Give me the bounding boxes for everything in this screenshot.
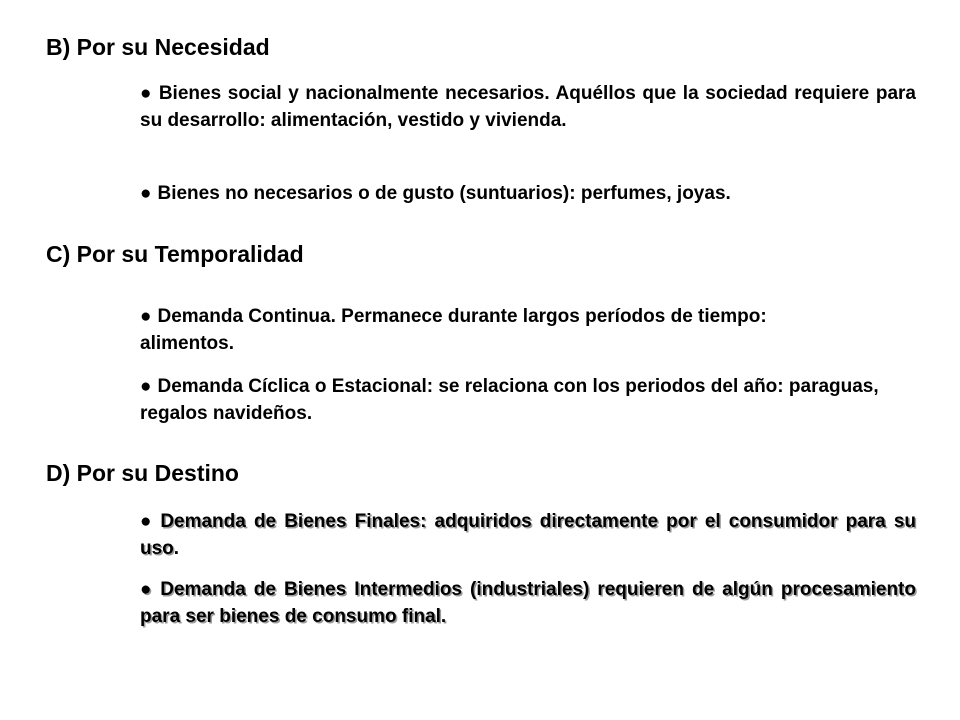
heading-temporalidad: C) Por su Temporalidad bbox=[46, 241, 304, 267]
item-text: Bienes no necesarios o de gusto (suntuarios): perfumes, joyas. bbox=[157, 183, 731, 204]
list-item-bienes-intermedios bbox=[140, 576, 916, 630]
heading-necesidad: B) Por su Necesidad bbox=[46, 34, 270, 60]
bullet-icon: ● bbox=[140, 306, 152, 327]
list-item-bienes-finales bbox=[140, 508, 916, 562]
item-text: Demanda Continua. Permanece durante largos períodos de tiempo: alimentos. bbox=[140, 306, 767, 354]
item-text: Bienes social y nacionalmente necesarios. Aquéllos que la sociedad requiere para su desarrollo: alimentación, vestido y vivienda. bbox=[140, 83, 916, 131]
bullet-icon: ● bbox=[140, 511, 155, 532]
item-text: Demanda de Bienes Finales: adquiridos directamente por el consumidor para su uso bbox=[140, 511, 917, 559]
bullet-icon: ● bbox=[140, 183, 152, 204]
list-item-demanda-continua bbox=[140, 303, 840, 357]
bullet-icon: ● bbox=[140, 376, 152, 397]
bullet-icon: ● bbox=[140, 83, 153, 104]
item-text: Demanda Cíclica o Estacional: se relaciona con los periodos del año: paraguas, regalos navideños. bbox=[140, 376, 879, 424]
item-suffix: . bbox=[173, 538, 180, 559]
list-item-demanda-ciclica bbox=[140, 373, 900, 427]
list-item-bienes-necesarios bbox=[140, 80, 916, 134]
item-text: Demanda de Bienes Intermedios (industriales) requieren de algún procesamiento para ser bienes de consumo final. bbox=[140, 579, 916, 627]
list-item-bienes-no-necesarios bbox=[140, 180, 916, 207]
bullet-icon: ● bbox=[140, 579, 155, 600]
heading-destino: D) Por su Destino bbox=[46, 460, 239, 486]
